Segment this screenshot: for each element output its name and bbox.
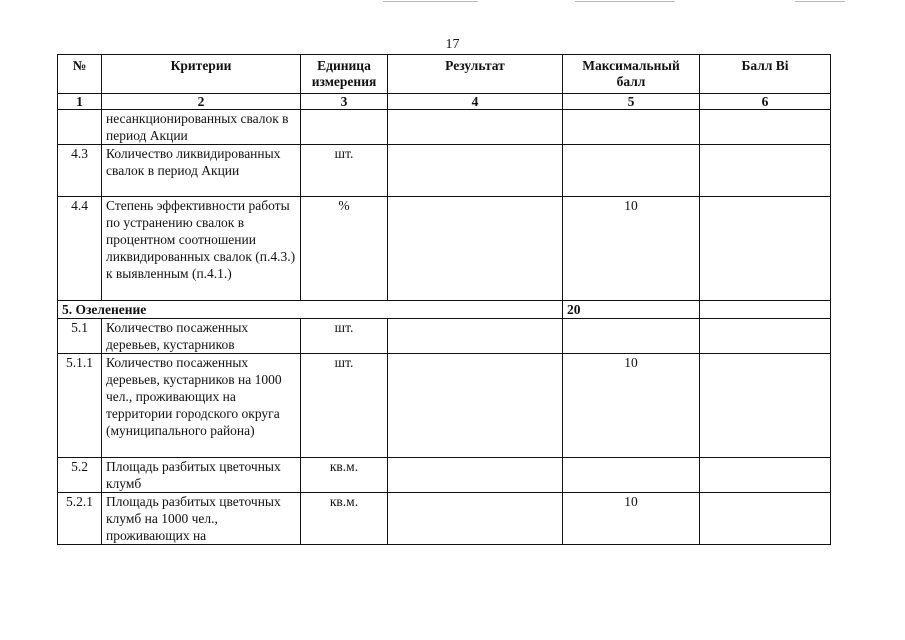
table-row	[58, 493, 831, 545]
row-criteria: несанкционированных свалок в период Акции	[102, 110, 301, 145]
row-unit: кв.м.	[301, 493, 388, 545]
row-unit: шт.	[301, 354, 388, 458]
row-score	[700, 145, 831, 197]
column-number: 3	[301, 94, 388, 110]
scan-top-line-right	[795, 1, 845, 2]
table-row	[58, 319, 831, 354]
header-num: №	[58, 55, 102, 94]
row-score	[700, 110, 831, 145]
row-unit: шт.	[301, 319, 388, 354]
row-result	[388, 197, 563, 301]
row-score	[700, 458, 831, 493]
row-unit: кв.м.	[301, 458, 388, 493]
column-number: 4	[388, 94, 563, 110]
row-score	[700, 319, 831, 354]
row-number: 4.4	[58, 197, 102, 301]
column-number: 1	[58, 94, 102, 110]
table-row	[58, 458, 831, 493]
header-result: Результат	[388, 55, 563, 94]
table-header-row	[58, 55, 831, 94]
row-number: 5.2	[58, 458, 102, 493]
row-max-score	[563, 319, 700, 354]
page-number: 17	[445, 37, 460, 52]
scan-top-line-mid	[575, 1, 675, 2]
row-number: 5.1.1	[58, 354, 102, 458]
row-max-score	[563, 110, 700, 145]
row-max-score	[563, 458, 700, 493]
column-number: 6	[700, 94, 831, 110]
table-row	[58, 354, 831, 458]
section-max-score: 20	[563, 301, 700, 319]
row-result	[388, 493, 563, 545]
row-criteria: Количество посаженных деревьев, кустарников на 1000 чел., проживающих на территории городского округа (муниципального района)	[102, 354, 301, 458]
criteria-table	[57, 54, 831, 545]
row-number	[58, 110, 102, 145]
row-criteria: Количество ликвидированных свалок в период Акции	[102, 145, 301, 197]
section-title: 5. Озеленение	[58, 301, 563, 319]
row-max-score	[563, 145, 700, 197]
table-row	[58, 145, 831, 197]
column-number: 5	[563, 94, 700, 110]
section-score	[700, 301, 831, 319]
row-result	[388, 110, 563, 145]
column-number-row	[58, 94, 831, 110]
header-criteria: Критерии	[102, 55, 301, 94]
row-max-score: 10	[563, 197, 700, 301]
scan-top-line-left	[383, 1, 478, 2]
row-score	[700, 197, 831, 301]
row-number: 5.1	[58, 319, 102, 354]
header-max-score: Максимальный балл	[563, 55, 700, 94]
row-max-score: 10	[563, 354, 700, 458]
header-score: Балл Bi	[700, 55, 831, 94]
row-number: 5.2.1	[58, 493, 102, 545]
row-criteria: Площадь разбитых цветочных клумб на 1000 чел., проживающих на	[102, 493, 301, 545]
row-result	[388, 458, 563, 493]
section-row	[58, 301, 831, 319]
column-number: 2	[102, 94, 301, 110]
row-criteria: Количество посаженных деревьев, кустарников	[102, 319, 301, 354]
row-criteria: Степень эффективности работы по устранению свалок в процентном соотношении ликвидированных свалок (п.4.3.) к выявленным (п.4.1.)	[102, 197, 301, 301]
table-row	[58, 197, 831, 301]
table-row	[58, 110, 831, 145]
row-unit: %	[301, 197, 388, 301]
row-result	[388, 354, 563, 458]
row-unit	[301, 110, 388, 145]
row-result	[388, 145, 563, 197]
row-max-score: 10	[563, 493, 700, 545]
row-score	[700, 493, 831, 545]
row-score	[700, 354, 831, 458]
row-criteria: Площадь разбитых цветочных клумб	[102, 458, 301, 493]
header-unit: Единица измерения	[301, 55, 388, 94]
row-result	[388, 319, 563, 354]
row-number: 4.3	[58, 145, 102, 197]
row-unit: шт.	[301, 145, 388, 197]
